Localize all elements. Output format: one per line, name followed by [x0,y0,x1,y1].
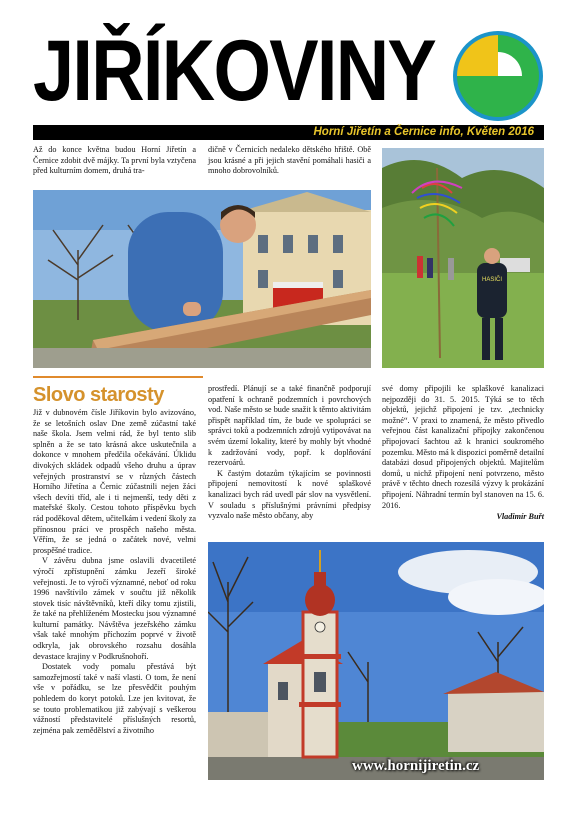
article-col3 [382,384,544,523]
paragraph: Již v dubnovém čísle Jiříkovin bylo avizováno, že se letošních oslav Dne země zúčastní také naše škola. Jsem velmi rád, že byl tento slib splněn a že se tato krásná akce uskutečnila a dokonce v mnohem předčila očekávání. Úklidu divokých skládek odpadů všeho druhu a úprav veřejných prostranství se v různých částech Horního Jiřetína a Černic zúčastnili nejen žáci všech devíti tříd, ale i ti nejmenší, tedy děti z mateřské školy. Cestou tohoto příspěvku bych rád poděkoval dětem, učitelkám i vedení školy za přínosnou práci ve prospěch našeho města. Věřím, že se jedná o začátek nové, velmi prospěšné tradice. [33,408,196,555]
paragraph: Dostatek vody pomalu přestává být samozřejmostí také v naší vlasti. O tom, že není vše v pořádku, se lze přesvědčit pouhým pohledem do koryt potoků. Lze jen kvitovat, že se touto problematikou již zabývají s veškerou vážností představitelé příslušných resortů, zejména pak zemědělství a životního [33,662,196,735]
heading-rule [33,376,203,378]
author-signature: Vladimír Buřt [496,512,544,522]
article-title: Slovo starosty [33,384,164,406]
article-col2 [208,384,371,522]
masthead-title: JIŘÍKOVINY [33,23,436,119]
intro-col2: dičně v Černicích nedaleko dětského hřiště. Obě jsou krásné a při jejich stavění pomáhali hasiči a mnoho dobrovolníků. [208,145,371,176]
issue-subtitle: Horní Jiřetín a Černice info, Květen 2016 [313,126,534,138]
paragraph: K častým dotazům týkajícím se povinnosti připojení nemovitostí k nové splaškové kanalizaci bych rád uvedl pár slov na vysvětlení. V souladu s příslušnými právními předpisy vyzvalo naše město občany, aby [208,468,371,521]
website-url: www.hornijiretin.cz [352,758,480,774]
logo-icon [452,30,544,122]
paragraph: své domy připojili ke splaškové kanalizaci nejpozději do 31. 5. 2015. Týká se to těch objektů, jejichž připojení je tzv. „technicky možné“. V praxi to znamená, že město přivedlo veřejnou část kanalizační přípojky zakončenou připojovací šachtou až k hranici soukromého pozemku. Město má k dispozici poměrně detailní databázi dosud připojených objektů. Majitelům domů, u nichž připojení není potvrzeno, město právě v těchto dnech rozesílá výzvy k prokázání připojení. Náhradní termín byl stanoven na 15. 6. 2016. [382,384,544,510]
header-bar [33,125,544,140]
maypole-firefighter-photo [382,148,544,368]
intro-col1: Až do konce května budou Horní Jiřetín a Černice zdobit dvě májky. Ta první byla vztyčena před kulturním domem, druhá tra- [33,145,196,176]
church-photo [208,542,544,780]
maypole-carving-photo [33,190,371,368]
article-col1 [33,408,196,736]
paragraph: V závěru dubna jsme oslavili dvacetileté výročí zpřístupnění zámku Jezeří široké veřejnosti. Je to výročí významné, neboť od roku 1996 navštívilo zámek v součtu již několik stovek tisíc návštěvníků, kteří díky tomu zjistili, že také na přehlíženém Mostecku jsou významné kulturní památky. Návštěva jezeřského zámku však také mnohým příchozím poprvé v životě odkryla, jak obrovského rozsahu dosáhla devastace krajiny v Podkrušnohoří. [33,556,196,661]
paragraph: prostředí. Plánují se a také finančně podporují opatření k ochraně podzemních i povrchových vod. Naše město se bude snažit k těmto aktivitám přispět například tím, že bude ve spolupráci se správci toků a podzemních zdrojů vytipovávat na svém území lokality, které by mohly být vhodné k zadržování vody, popř. k doplňování rezervoárů. [208,384,371,468]
firefighter-vest-label: HASIČI [481,277,503,283]
